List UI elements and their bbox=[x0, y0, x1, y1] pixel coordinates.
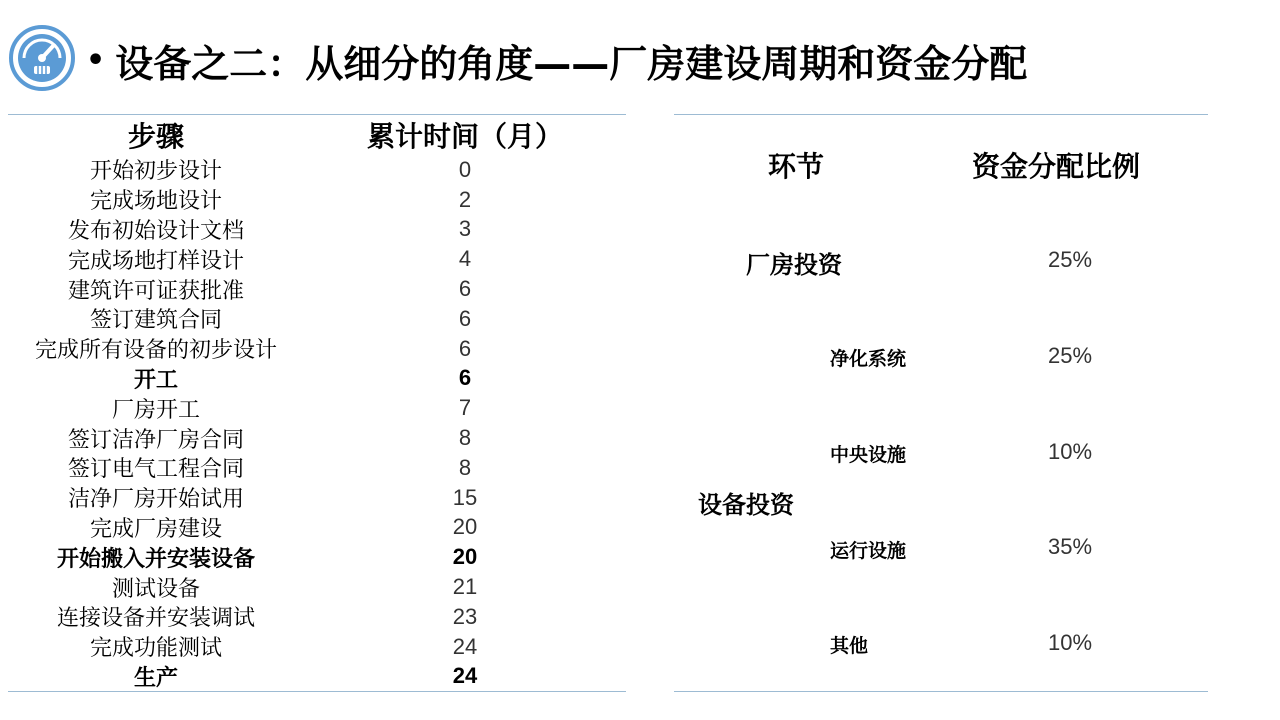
months-cell: 7 bbox=[458, 395, 472, 421]
step-cell: 签订建筑合同 bbox=[89, 308, 222, 334]
table-row bbox=[8, 215, 626, 245]
table-row bbox=[8, 513, 626, 543]
title-text: 设备之二：从细分的角度——厂房建设周期和资金分配 bbox=[115, 41, 1028, 86]
step-cell: 签订洁净厂房合同 bbox=[67, 427, 244, 453]
table-row bbox=[8, 364, 626, 394]
table-row bbox=[8, 244, 626, 274]
table-row bbox=[8, 542, 626, 572]
step-cell: 洁净厂房开始试用 bbox=[67, 487, 244, 513]
months-cell: 6 bbox=[458, 276, 472, 302]
value-other: 10% bbox=[1048, 630, 1093, 655]
speedometer-icon bbox=[8, 24, 76, 92]
table-row bbox=[8, 423, 626, 453]
step-cell: 开始搬入并安装设备 bbox=[56, 546, 255, 572]
step-cell: 完成功能测试 bbox=[89, 636, 222, 662]
months-cell: 20 bbox=[452, 544, 478, 570]
table-row bbox=[8, 572, 626, 602]
table-row bbox=[8, 185, 626, 215]
table-row bbox=[8, 632, 626, 662]
value-operating-facilities: 35% bbox=[1048, 534, 1093, 559]
step-cell: 开始初步设计 bbox=[89, 159, 222, 185]
subitem-other: 其他 bbox=[830, 635, 869, 657]
allocation-header-stage: 环节 bbox=[768, 150, 825, 183]
subitem-operating-facilities: 运行设施 bbox=[830, 540, 907, 562]
months-cell: 0 bbox=[458, 156, 472, 182]
months-cell: 3 bbox=[458, 216, 472, 242]
category-plant: 厂房投资 bbox=[746, 251, 842, 279]
allocation-table bbox=[674, 114, 1208, 692]
schedule-rows bbox=[8, 155, 626, 691]
page-title bbox=[86, 30, 1027, 90]
subitem-central-facilities: 中央设施 bbox=[830, 444, 907, 466]
step-cell: 厂房开工 bbox=[111, 397, 200, 423]
table-row bbox=[8, 453, 626, 483]
months-cell: 15 bbox=[452, 484, 478, 510]
table-row bbox=[8, 304, 626, 334]
table-row bbox=[8, 602, 626, 632]
step-cell: 建筑许可证获批准 bbox=[67, 278, 244, 304]
months-cell: 8 bbox=[458, 425, 472, 451]
months-cell: 21 bbox=[452, 574, 478, 600]
value-central-facilities: 10% bbox=[1048, 439, 1093, 464]
allocation-header-ratio: 资金分配比例 bbox=[972, 150, 1141, 183]
schedule-header-step: 步骤 bbox=[127, 120, 184, 153]
step-cell: 完成所有设备的初步设计 bbox=[34, 338, 277, 364]
step-cell: 生产 bbox=[133, 665, 178, 691]
step-cell: 测试设备 bbox=[111, 576, 200, 602]
months-cell: 6 bbox=[458, 365, 472, 391]
table-row bbox=[8, 662, 626, 692]
step-cell: 发布初始设计文档 bbox=[67, 219, 244, 244]
value-purification: 25% bbox=[1048, 343, 1093, 368]
months-cell: 24 bbox=[452, 633, 478, 659]
schedule-header-row bbox=[8, 115, 626, 155]
months-cell: 20 bbox=[452, 514, 478, 540]
step-cell: 完成场地打样设计 bbox=[67, 248, 244, 274]
months-cell: 6 bbox=[458, 335, 472, 361]
step-cell: 开工 bbox=[133, 367, 178, 393]
table-row bbox=[8, 274, 626, 304]
table-row bbox=[8, 155, 626, 185]
value-plant: 25% bbox=[1048, 247, 1093, 272]
months-cell: 8 bbox=[458, 454, 472, 480]
schedule-table bbox=[8, 114, 626, 692]
months-cell: 2 bbox=[458, 186, 472, 212]
months-cell: 4 bbox=[458, 246, 472, 272]
step-cell: 签订电气工程合同 bbox=[67, 457, 244, 483]
schedule-header-months: 累计时间（月） bbox=[366, 120, 563, 153]
step-cell: 连接设备并安装调试 bbox=[56, 606, 255, 632]
step-cell: 完成厂房建设 bbox=[89, 516, 222, 542]
months-cell: 24 bbox=[452, 663, 478, 689]
months-cell: 6 bbox=[458, 305, 472, 331]
title-bullet: • bbox=[86, 42, 106, 78]
subitem-purification: 净化系统 bbox=[830, 348, 907, 370]
months-cell: 23 bbox=[452, 603, 478, 629]
step-cell: 完成场地设计 bbox=[89, 189, 222, 215]
table-row bbox=[8, 393, 626, 423]
table-row bbox=[8, 483, 626, 513]
category-equipment: 设备投资 bbox=[698, 491, 794, 519]
table-row bbox=[8, 334, 626, 364]
